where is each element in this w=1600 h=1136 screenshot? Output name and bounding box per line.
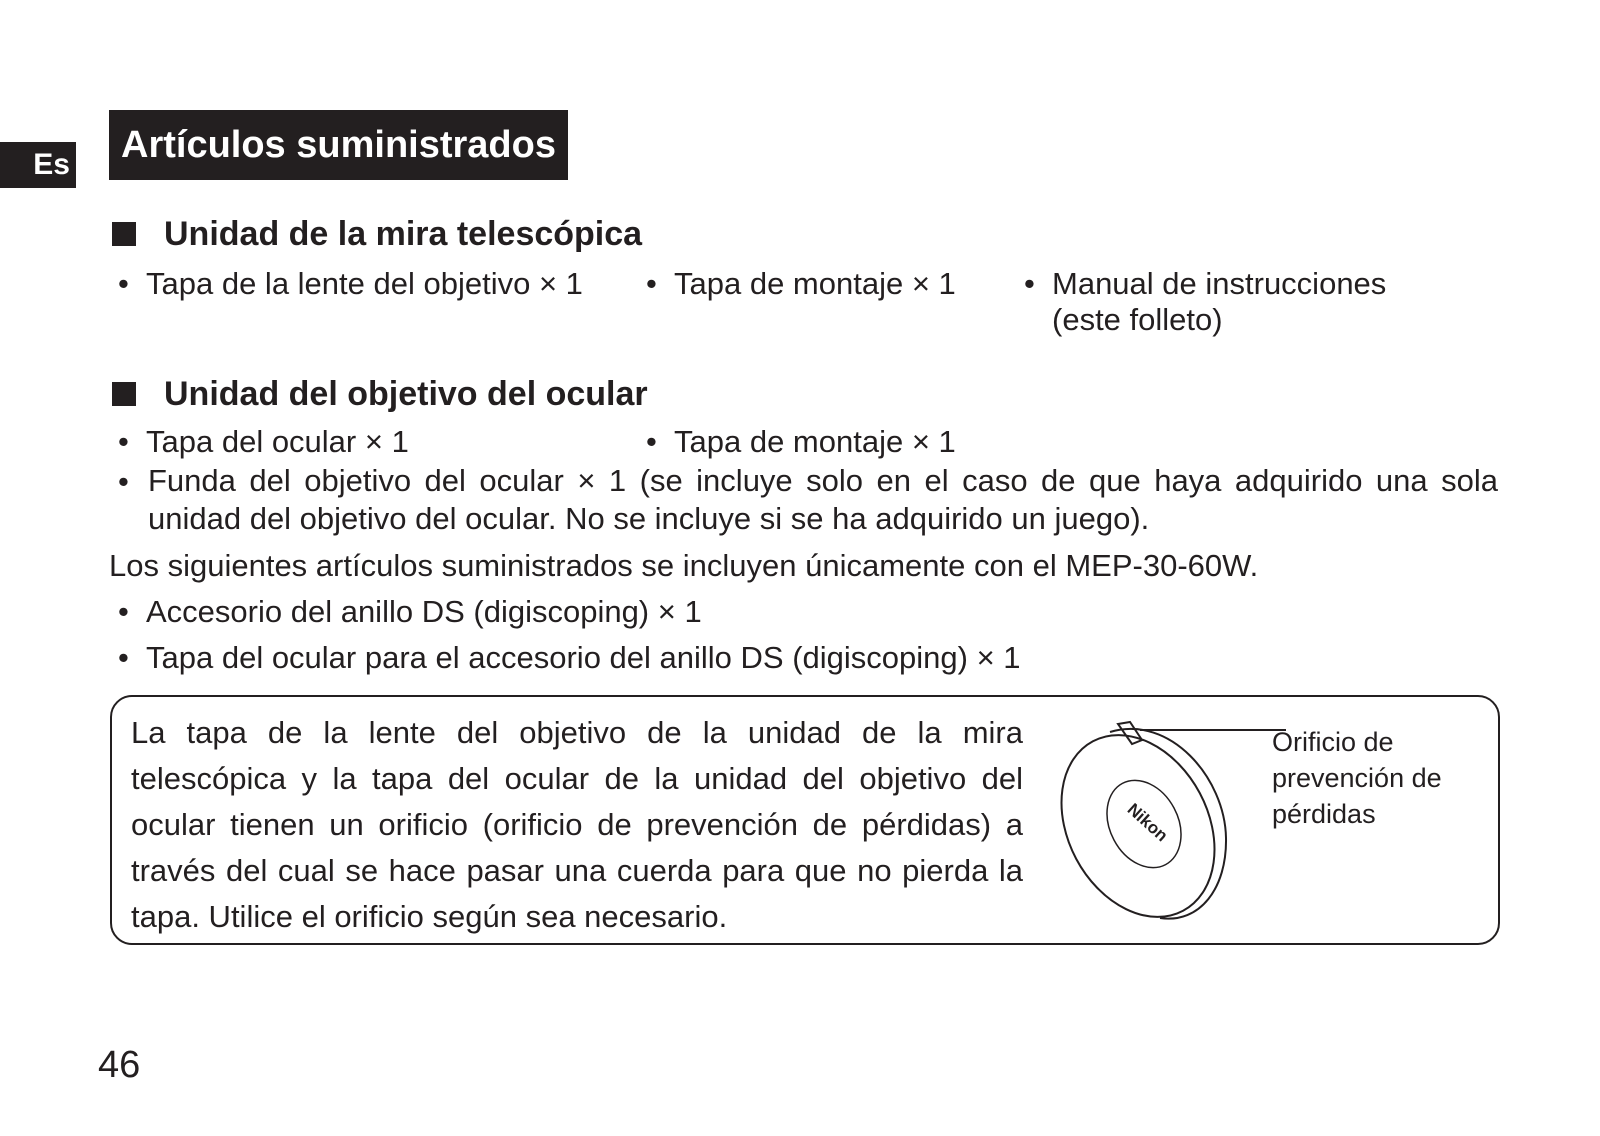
bullet-icon: •: [646, 266, 657, 301]
list-item-text: Tapa de montaje × 1: [674, 266, 956, 301]
section-heading-text: Unidad del objetivo del ocular: [164, 374, 648, 413]
bullet-icon: •: [1024, 266, 1035, 301]
callout-label: [1272, 724, 1442, 832]
list-item: [646, 266, 956, 302]
square-bullet-icon: [112, 382, 136, 406]
bullet-icon: •: [118, 266, 129, 301]
square-bullet-icon: [112, 222, 136, 246]
list-item-text: Tapa de la lente del objetivo × 1: [146, 266, 583, 301]
language-tab: Es: [0, 142, 76, 188]
section-heading-text: Unidad de la mira telescópica: [164, 214, 643, 253]
bullet-icon: •: [118, 424, 129, 459]
list-item-text: Tapa del ocular × 1: [146, 424, 409, 459]
list-item-text: Manual de instrucciones: [1052, 266, 1387, 301]
list-item-text: Funda del objetivo del ocular × 1 (se incluye solo en el caso de que haya adquirido una sola unidad del objetivo del ocular. No se incluye si se ha adquirido un juego).: [148, 463, 1498, 536]
list-item: [118, 266, 583, 302]
bullet-icon: •: [118, 640, 129, 675]
callout-line: prevención de: [1272, 763, 1442, 793]
list-item: [118, 594, 702, 630]
list-item-text: Accesorio del anillo DS (digiscoping) × 1: [146, 594, 702, 629]
callout-line: Orificio de: [1272, 727, 1394, 757]
section-heading-scope-unit: [112, 214, 642, 254]
bullet-icon: •: [646, 424, 657, 459]
lens-cap-illustration: [1050, 718, 1290, 928]
list-item: [1024, 266, 1386, 302]
lens-cap-rim: [1110, 729, 1226, 919]
bullet-icon: •: [118, 594, 129, 629]
note-text: La tapa de la lente del objetivo de la unidad de la mira telescópica y la tapa del ocular de la unidad del objetivo del ocular tienen un orificio (orificio de prevención de pérdidas) a través del cual se hace pasar una cuerda para que no pierda la tapa. Utilice el orificio según sea necesario.: [131, 715, 1023, 934]
section-heading-eyepiece-unit: [112, 374, 648, 414]
loss-prevention-hole-icon: [1118, 722, 1142, 744]
page-title: Artículos suministrados: [109, 110, 568, 180]
list-item: [118, 424, 409, 460]
callout-line: pérdidas: [1272, 799, 1376, 829]
list-item-text: Tapa del ocular para el accesorio del anillo DS (digiscoping) × 1: [146, 640, 1021, 675]
list-item-text: Tapa de montaje × 1: [674, 424, 956, 459]
mep-note: Los siguientes artículos suministrados se incluyen únicamente con el MEP-30-60W.: [109, 548, 1259, 583]
list-item-continuation: (este folleto): [1052, 302, 1223, 337]
bullet-icon: •: [118, 464, 129, 499]
nikon-logo: Nikon: [1123, 799, 1172, 846]
list-item: [118, 640, 1021, 676]
page-number: 46: [98, 1044, 141, 1086]
list-item: [646, 424, 956, 460]
